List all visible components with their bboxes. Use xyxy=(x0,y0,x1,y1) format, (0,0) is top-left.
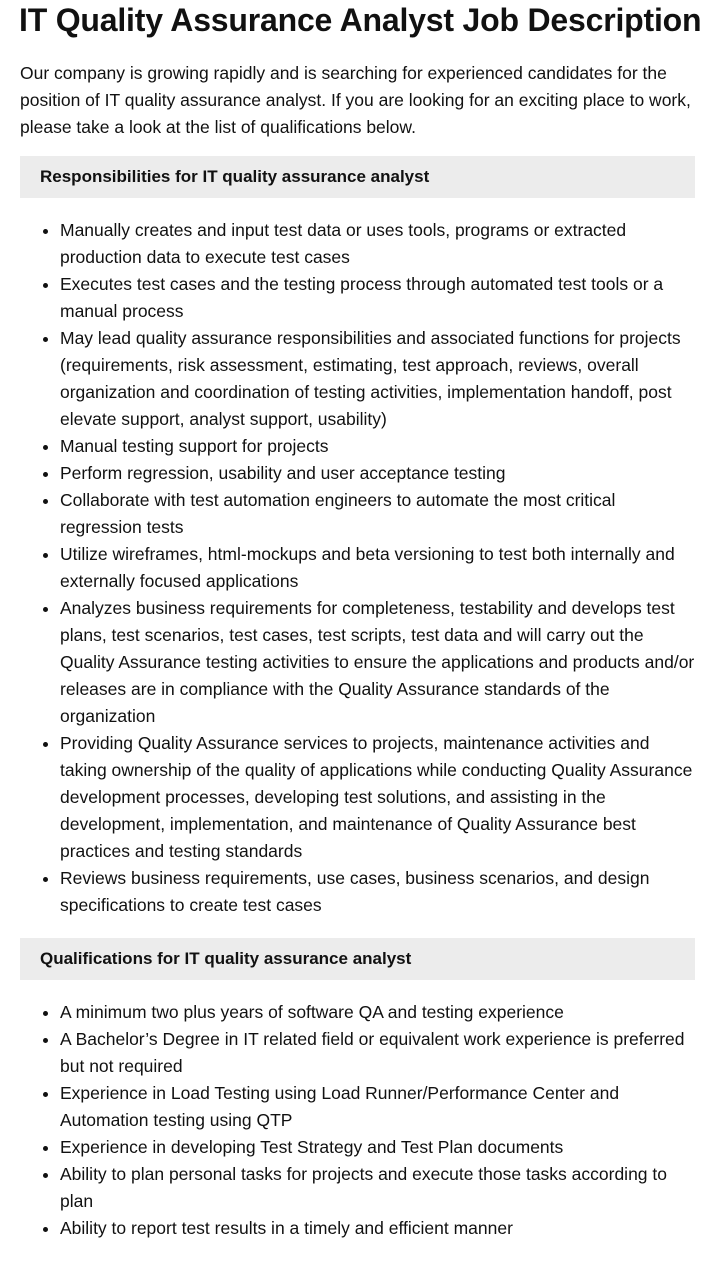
qualifications-list xyxy=(20,999,700,1242)
list-item: • Executes test cases and the testing process through automated test tools or a manual process xyxy=(60,271,700,325)
list-item: • A minimum two plus years of software QA and testing experience xyxy=(60,999,700,1026)
list-item: • Experience in Load Testing using Load Runner/Performance Center and Automation testing using QTP xyxy=(60,1080,700,1134)
list-item: • A Bachelor’s Degree in IT related field or equivalent work experience is preferred but not required xyxy=(60,1026,700,1080)
list-item: • Collaborate with test automation engineers to automate the most critical regression tests xyxy=(60,487,700,541)
responsibilities-heading: Responsibilities for IT quality assurance analyst xyxy=(40,167,430,186)
list-item: • Ability to plan personal tasks for projects and execute those tasks according to plan xyxy=(60,1161,700,1215)
list-item: • Utilize wireframes, html-mockups and beta versioning to test both internally and externally focused applications xyxy=(60,541,700,595)
list-item: • Analyzes business requirements for completeness, testability and develops test plans, test scenarios, test cases, test scripts, test data and will carry out the Quality Assurance testing activities to ensure the applications and products and/or releases are in compliance with the Quality Assurance standards of the organization xyxy=(60,595,700,730)
list-item: • Providing Quality Assurance services to projects, maintenance activities and taking ownership of the quality of applications while conducting Quality Assurance development processes, developing test solutions, and assisting in the development, implementation, and maintenance of Quality Assurance best practices and testing standards xyxy=(60,730,700,865)
responsibilities-header xyxy=(20,156,695,198)
list-item: • Perform regression, usability and user acceptance testing xyxy=(60,460,700,487)
page-title: IT Quality Assurance Analyst Job Description xyxy=(19,2,702,38)
qualifications-header xyxy=(20,938,695,980)
intro-paragraph: Our company is growing rapidly and is searching for experienced candidates for the position of IT quality assurance analyst. If you are looking for an exciting place to work, please take a look at the list of qualifications below. xyxy=(20,63,691,137)
list-item: • Reviews business requirements, use cases, business scenarios, and design specifications to create test cases xyxy=(60,865,700,919)
list-item: • Manually creates and input test data or uses tools, programs or extracted production data to execute test cases xyxy=(60,217,700,271)
list-item: • Ability to report test results in a timely and efficient manner xyxy=(60,1215,700,1242)
list-item: • Experience in developing Test Strategy and Test Plan documents xyxy=(60,1134,700,1161)
qualifications-heading: Qualifications for IT quality assurance analyst xyxy=(40,949,412,968)
responsibilities-list xyxy=(20,217,700,919)
list-item: • May lead quality assurance responsibilities and associated functions for projects (requirements, risk assessment, estimating, test approach, reviews, overall organization and coordination of testing activities, implementation handoff, post elevate support, analyst support, usability) xyxy=(60,325,700,433)
list-item: • Manual testing support for projects xyxy=(60,433,700,460)
